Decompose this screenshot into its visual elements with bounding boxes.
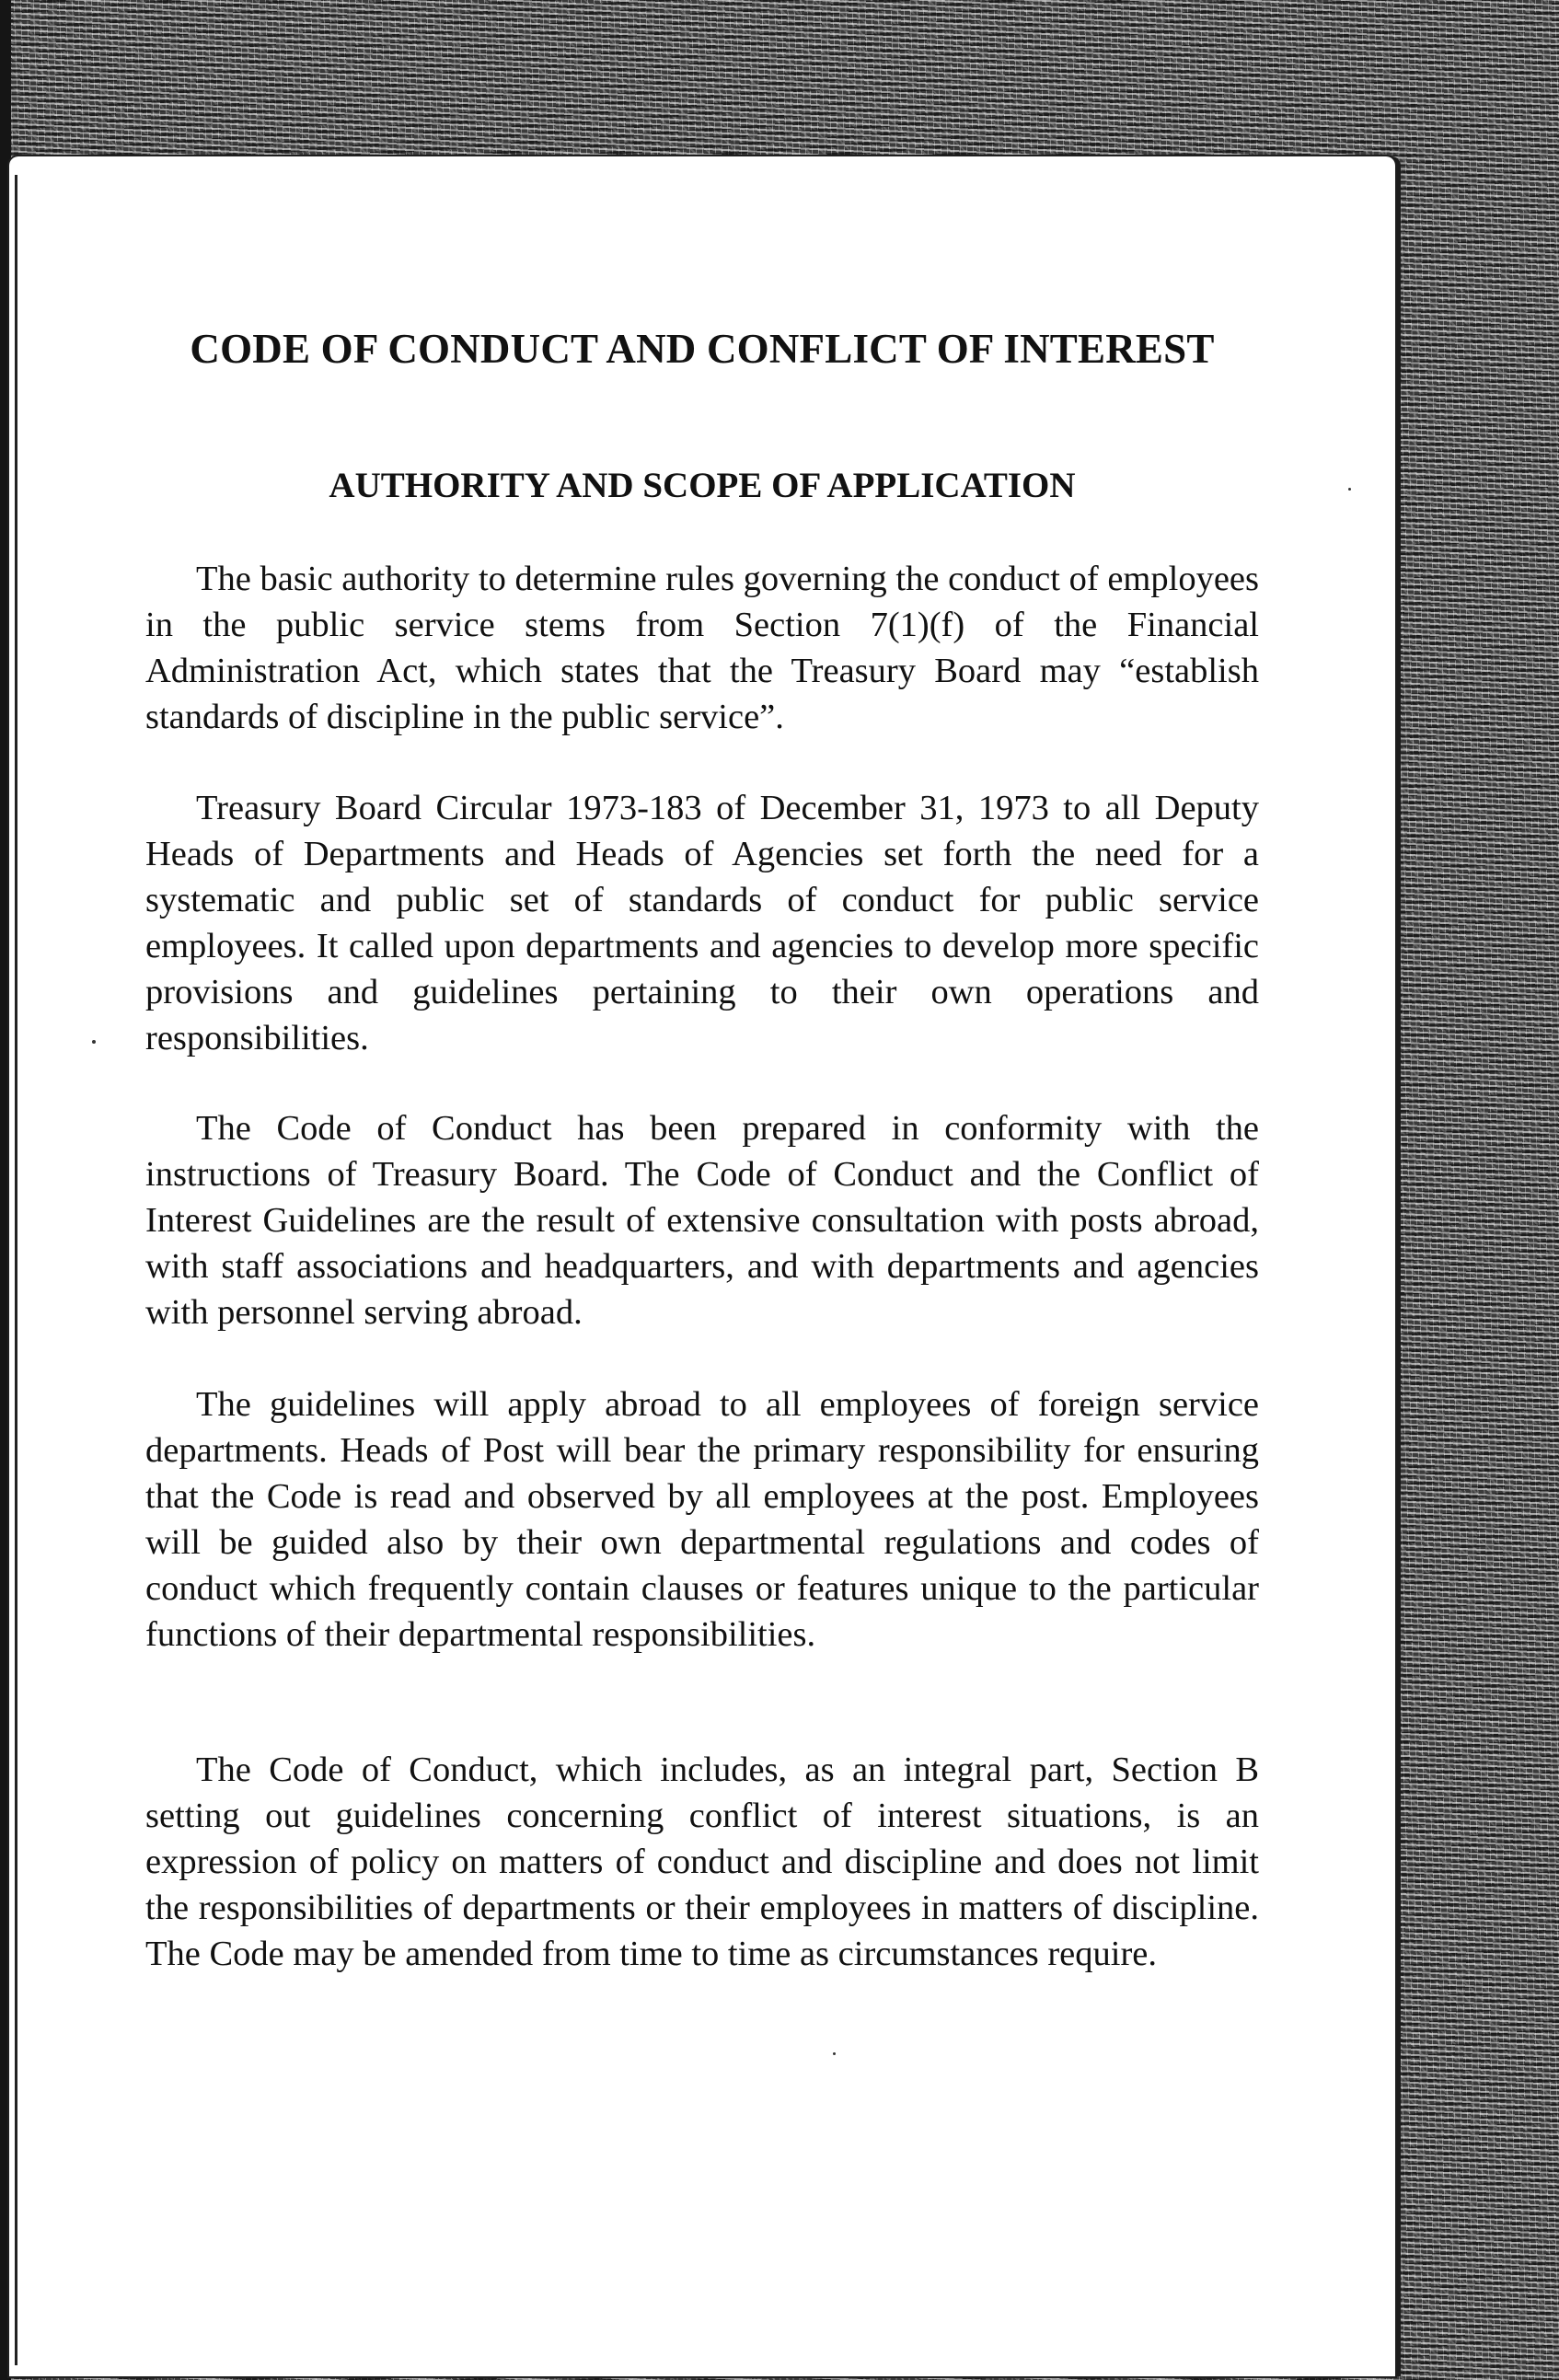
scan-speck [833, 2052, 836, 2055]
paragraph-treasury-circular: Treasury Board Circular 1973-183 of December 31, 1973 to all Deputy Heads of Departments and Heads of Agencies set forth the need for a systematic and public set of standards of conduct for public service employees. It called upon departments and agencies to develop more specific provisions and guidelines pertaining to their own operations and responsibilities. [145, 789, 1259, 1057]
paragraph-code-scope: The Code of Conduct, which includes, as an integral part, Section B setting out guidelines concerning conflict of interest situations, is an expression of policy on matters of conduct and discipline and does not limit the responsibilities of departments or their employees in matters of discipline. The Code may be amended from time to time as circumstances require. [145, 1750, 1259, 1973]
paragraph-guidelines-application: The guidelines will apply abroad to all employees of foreign service departments. Heads of Post will bear the primary responsibility for ensuring that the Code is read and observed by all employees at the post. Employees will be guided also by their own departmental regulations and codes of conduct which frequently contain clauses or features unique to the particular functions of their departmental responsibilities. [145, 1385, 1259, 1654]
scan-speck [1348, 488, 1351, 491]
scan-speck [92, 1040, 96, 1044]
document-title: CODE OF CONDUCT AND CONFLICT OF INTEREST [190, 326, 1215, 372]
paragraph-code-preparation: The Code of Conduct has been prepared in conformity with the instructions of Treasury Board. The Code of Conduct and the Conflict of Interest Guidelines are the result of extensive consultation with posts abroad, with staff associations and headquarters, and with departments and agencies with personnel serving abroad. [145, 1109, 1259, 1332]
document-page [9, 156, 1395, 2376]
section-heading: AUTHORITY AND SCOPE OF APPLICATION [329, 466, 1076, 505]
paragraph-authority: The basic authority to determine rules governing the conduct of employees in the public service stems from Section 7(1)(f) of the Financial Administration Act, which states that the Treasury Board may “establish standards of discipline in the public service”. [145, 560, 1259, 736]
